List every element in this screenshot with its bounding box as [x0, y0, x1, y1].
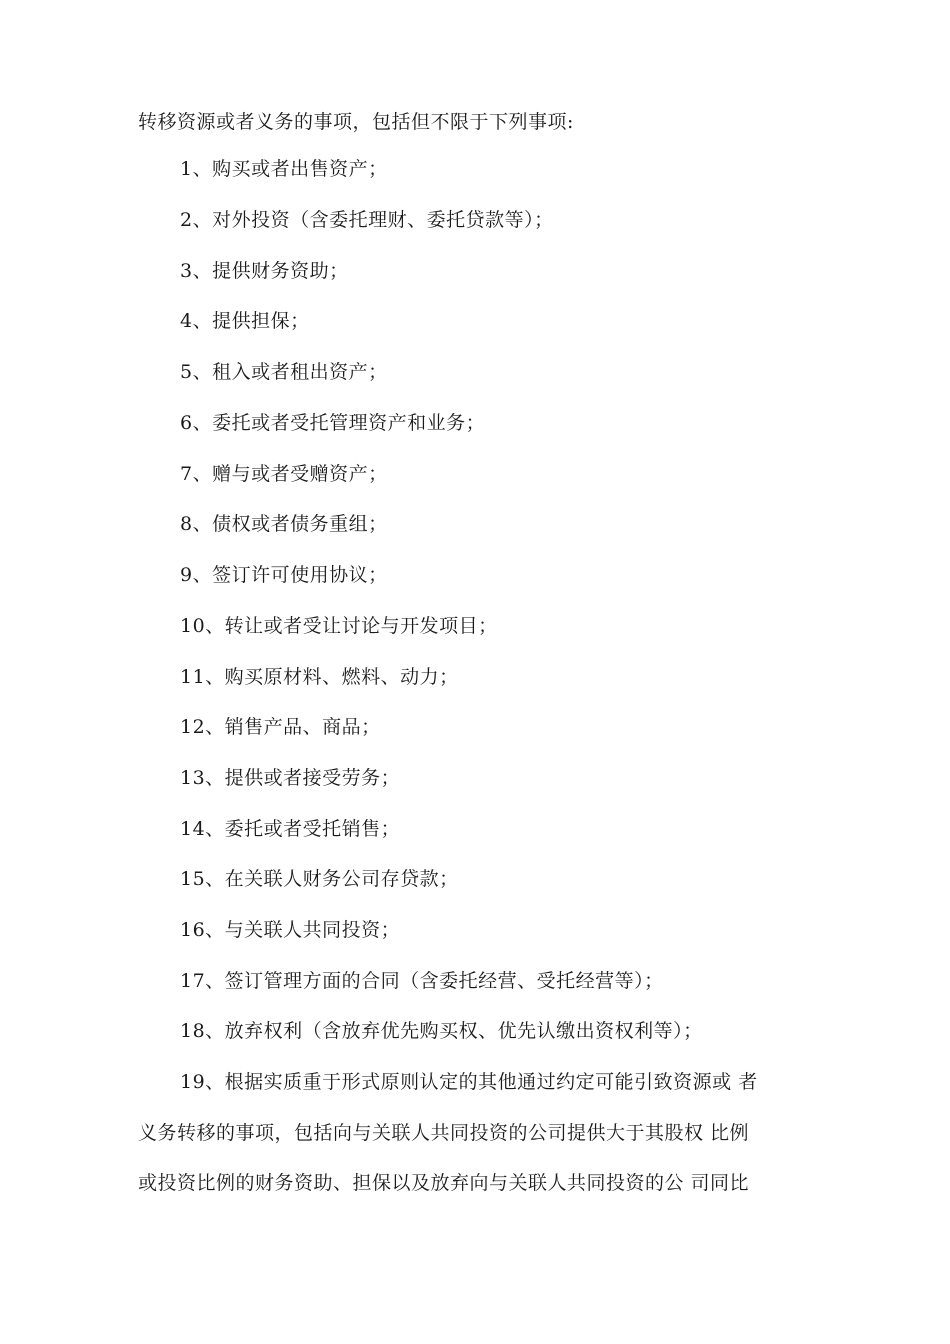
list-item: 18、放弃权利（含放弃优先购买权、优先认缴出资权利等）；: [180, 1020, 703, 1042]
list-item: 1、购买或者出售资产；: [180, 158, 388, 180]
list-item: 17、签订管理方面的合同（含委托经营、受托经营等）；: [180, 970, 664, 992]
list-item: 5、租入或者租出资产；: [180, 361, 388, 383]
list-item-19-line1: 19、根据实质重于形式原则认定的其他通过约定可能引致资源或 者: [180, 1071, 758, 1093]
list-item: 4、提供担保；: [180, 310, 310, 332]
list-item: 6、委托或者受托管理资产和业务；: [180, 412, 486, 434]
list-item: 3、提供财务资助；: [180, 260, 349, 282]
list-item: 13、提供或者接受劳务；: [180, 767, 401, 789]
list-item: 11、购买原材料、燃料、动力；: [180, 666, 459, 688]
list-item: 7、赠与或者受赠资产；: [180, 463, 388, 485]
list-item: 15、在关联人财务公司存贷款；: [180, 868, 459, 890]
intro-text: 转移资源或者义务的事项，包括但不限于下列事项:: [138, 111, 574, 133]
list-item: 9、签订许可使用协议；: [180, 564, 388, 586]
list-item: 14、委托或者受托销售；: [180, 818, 401, 840]
list-item: 16、与关联人共同投资；: [180, 919, 401, 941]
list-item: 2、对外投资（含委托理财、委托贷款等）；: [180, 209, 554, 231]
list-item: 10、转让或者受让讨论与开发项目；: [180, 615, 498, 637]
list-item-19-line3: 或投资比例的财务资助、担保以及放弃向与关联人共同投资的公 司同比: [138, 1172, 750, 1194]
list-item: 8、债权或者债务重组；: [180, 513, 388, 535]
list-item-19-line2: 义务转移的事项，包括向与关联人共同投资的公司提供大于其股权 比例: [138, 1122, 750, 1144]
list-item: 12、销售产品、商品；: [180, 716, 381, 738]
